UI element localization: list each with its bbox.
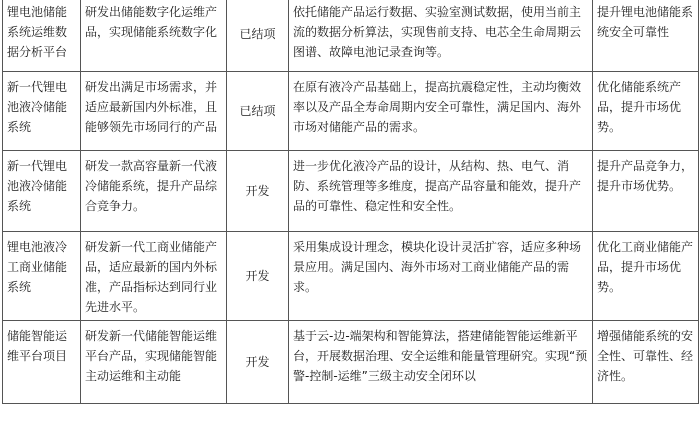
project-goal-cell: 研发出满足市场需求，并适应最新国内外标准，且能够领先市场同行的产品 (81, 72, 227, 151)
project-content-cell: 基于云-边-端架构和智能算法，搭建储能智能运维新平台，开展数据治理、安全运维和能量管理研究。实现“预警-控制-运维”三级主动安全闭环以 (289, 321, 593, 404)
table-row (3, 151, 699, 232)
project-status-cell: 开发 (227, 321, 289, 404)
table-row (3, 232, 699, 321)
project-content-cell: 依托储能产品运行数据、实验室测试数据，使用当前主流的数据分析算法，实现售前支持、电芯全生命周期云图谱、故障电池记录查询等。 (289, 0, 593, 72)
table-row (3, 72, 699, 151)
project-goal-cell: 研发新一代工商业储能产品，适应最新的国内外标准，产品指标达到同行业先进水平。 (81, 232, 227, 321)
project-effect-cell: 优化工商业储能产品，提升市场优势。 (593, 232, 699, 321)
project-status-cell: 已结项 (227, 0, 289, 72)
project-status-cell: 开发 (227, 232, 289, 321)
table-row (3, 0, 699, 72)
project-effect-cell: 提升产品竞争力，提升市场优势。 (593, 151, 699, 232)
table-row (3, 321, 699, 404)
project-content-cell: 进一步优化液冷产品的设计，从结构、热、电气、消防、系统管理等多维度，提高产品容量和能效，提升产品的可靠性、稳定性和安全性。 (289, 151, 593, 232)
project-name-cell: 新一代锂电池液冷储能系统 (3, 72, 81, 151)
project-status-cell: 开发 (227, 151, 289, 232)
project-goal-cell: 研发新一代储能智能运维平台产品，实现储能智能主动运维和主动能 (81, 321, 227, 404)
project-goal-cell: 研发出储能数字化运维产品，实现储能系统数字化 (81, 0, 227, 72)
rd-project-table (2, 0, 699, 404)
project-name-cell: 锂电池液冷工商业储能系统 (3, 232, 81, 321)
project-name-cell: 锂电池储能系统运维数据分析平台 (3, 0, 81, 72)
project-goal-cell: 研发一款高容量新一代液冷储能系统，提升产品综合竞争力。 (81, 151, 227, 232)
project-name-cell: 新一代锂电池液冷储能系统 (3, 151, 81, 232)
project-name-cell: 储能智能运维平台项目 (3, 321, 81, 404)
project-effect-cell: 提升锂电池储能系统安全可靠性 (593, 0, 699, 72)
project-effect-cell: 增强储能系统的安全性、可靠性、经济性。 (593, 321, 699, 404)
project-effect-cell: 优化储能系统产品，提升市场优势。 (593, 72, 699, 151)
project-content-cell: 在原有液冷产品基础上，提高抗震稳定性，主动均衡效率以及产品全寿命周期内安全可靠性，满足国内、海外市场对储能产品的需求。 (289, 72, 593, 151)
project-content-cell: 采用集成设计理念，模块化设计灵活扩容，适应多种场景应用。满足国内、海外市场对工商业储能产品的需求。 (289, 232, 593, 321)
project-status-cell: 已结项 (227, 72, 289, 151)
